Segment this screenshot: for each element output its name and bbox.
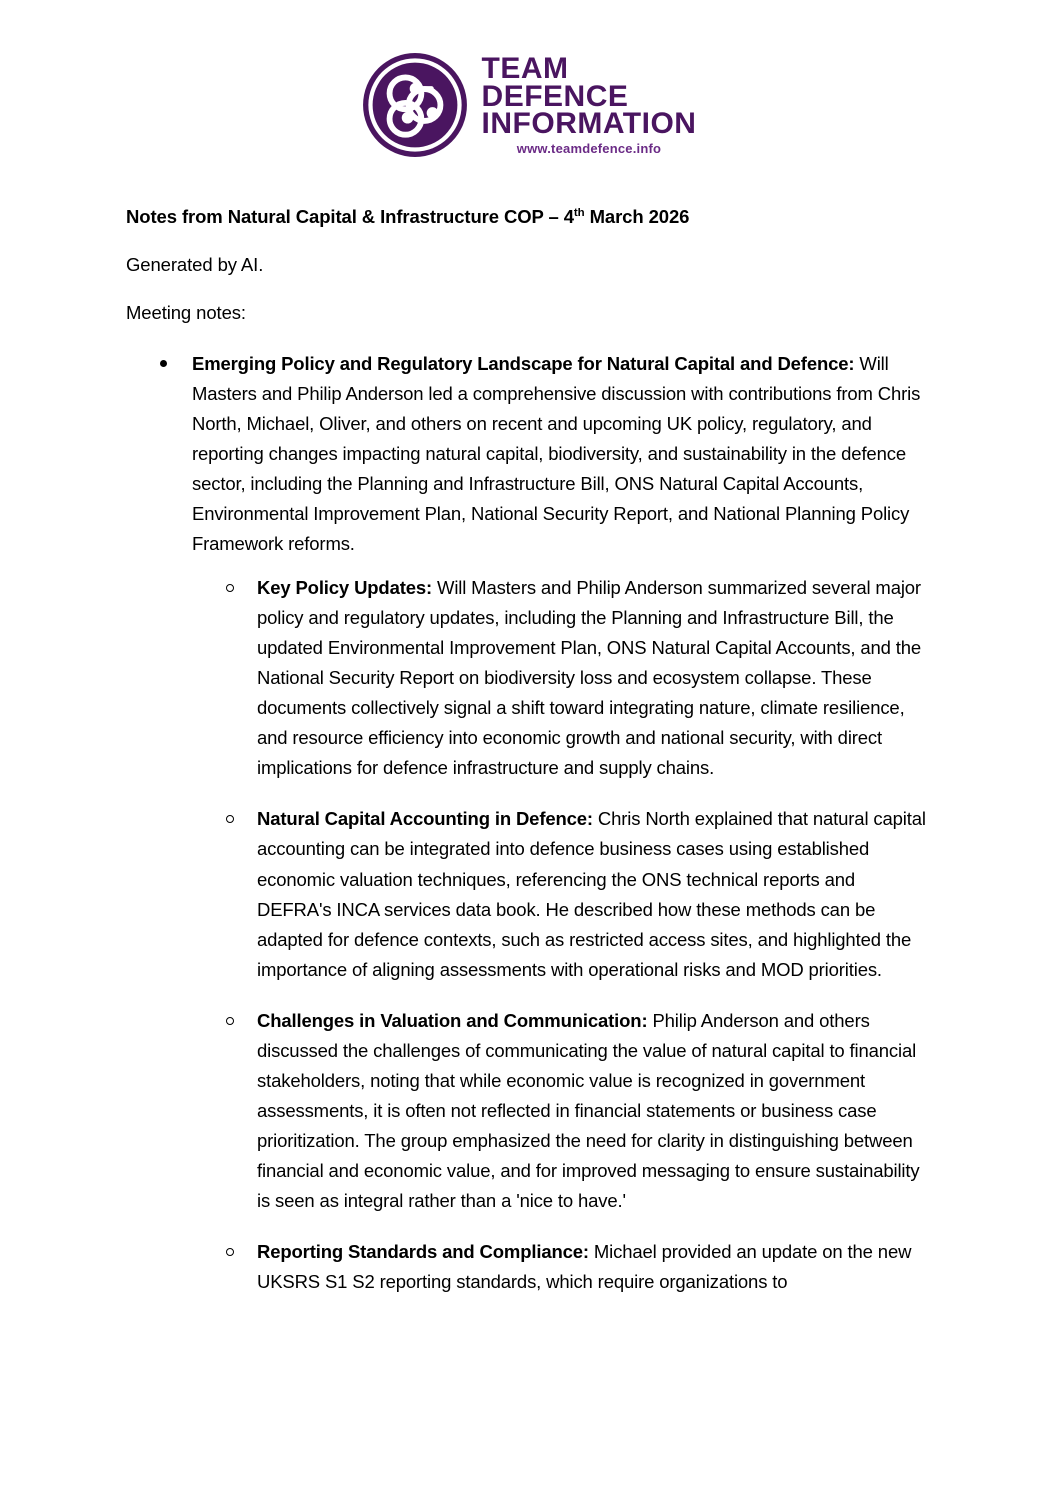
- notes-list-level2: [192, 573, 932, 1297]
- bullet-circle-icon: [226, 1017, 234, 1025]
- list-item-heading: Key Policy Updates:: [257, 576, 433, 598]
- bullet-circle-icon: [226, 584, 234, 592]
- list-item: [192, 1237, 932, 1297]
- generated-by-line: Generated by AI.: [126, 253, 264, 275]
- logo-header: [0, 52, 1058, 158]
- list-item: [126, 349, 932, 1298]
- list-item-text: [257, 1006, 932, 1216]
- logo-line-information: INFORMATION: [481, 107, 697, 141]
- page-title-ordinal-suffix: th: [573, 206, 585, 219]
- document-body: [126, 205, 932, 1318]
- logo-line-defence: DEFENCE: [481, 79, 629, 113]
- page-title: [126, 205, 932, 230]
- list-item: [192, 573, 932, 783]
- logo-url: www.teamdefence.info: [516, 141, 662, 157]
- page-title-prefix: Notes from Natural Capital & Infrastructure COP – 4: [126, 206, 574, 227]
- list-item-heading: Natural Capital Accounting in Defence:: [257, 808, 593, 830]
- list-item-body: Chris North explained that natural capital accounting can be integrated into defence business cases using established economic valuation techniques, referencing the ONS technical reports and DEFRA's INCA services data book. He described how these methods can be adapted for defence contexts, such as restricted access sites, and highlighted the importance of aligning assessments with operational risks and MOD priorities.: [257, 808, 926, 980]
- list-item-text: [257, 804, 932, 984]
- list-item-heading: Emerging Policy and Regulatory Landscape for Natural Capital and Defence:: [192, 352, 855, 374]
- list-item-heading: Reporting Standards and Compliance:: [257, 1241, 589, 1263]
- list-item-body: Philip Anderson and others discussed the challenges of communicating the value of natural capital to financial stakeholders, noting that while economic value is recognized in government assessments, it is often not reflected in financial statements or business case prioritization. The group emphasized the need for clarity in distinguishing between financial and economic value, and for improved messaging to ensure sustainability is seen as integral rather than a 'nice to have.': [257, 1009, 920, 1212]
- notes-list-level1: [126, 349, 932, 1298]
- list-item: [192, 1006, 932, 1216]
- list-item-heading: Challenges in Valuation and Communication:: [257, 1009, 648, 1031]
- list-item-text: [257, 1237, 932, 1297]
- team-defence-information-logo: [362, 52, 697, 158]
- page-title-suffix: March 2026: [584, 206, 690, 227]
- list-item-body: Will Masters and Philip Anderson summarized several major policy and regulatory updates, including the Planning and Infrastructure Bill, the updated Environmental Improvement Plan, ONS Natural Capital Accounts, and the National Security Report on biodiversity loss and ecosystem collapse. These documents collectively signal a shift toward integrating nature, climate resilience, and resource efficiency into economic growth and national security, with direct implications for defence infrastructure and supply chains.: [257, 576, 922, 779]
- list-item-text: [257, 573, 932, 783]
- logo-line-team: TEAM: [481, 51, 569, 85]
- bullet-circle-icon: [226, 1248, 234, 1256]
- team-defence-information-trefoil-logo-icon: [362, 52, 468, 158]
- list-item-body: Will Masters and Philip Anderson led a comprehensive discussion with contributions from Chris North, Michael, Oliver, and others on recent and upcoming UK policy, regulatory, and reporting changes impacting natural capital, biodiversity, and sustainability in the defence sector, including the Planning and Infrastructure Bill, ONS Natural Capital Accounts, Environmental Improvement Plan, National Security Report, and National Planning Policy Framework reforms.: [192, 352, 921, 554]
- list-item: [192, 804, 932, 984]
- bullet-circle-icon: [226, 815, 234, 823]
- meeting-notes-label: Meeting notes:: [126, 302, 246, 324]
- bullet-disc-icon: [160, 360, 167, 367]
- list-item-body: Michael provided an update on the new UKSRS S1 S2 reporting standards, which require organizations to: [257, 1241, 912, 1293]
- list-item-text: [192, 349, 932, 559]
- logo-wordmark: [481, 51, 697, 157]
